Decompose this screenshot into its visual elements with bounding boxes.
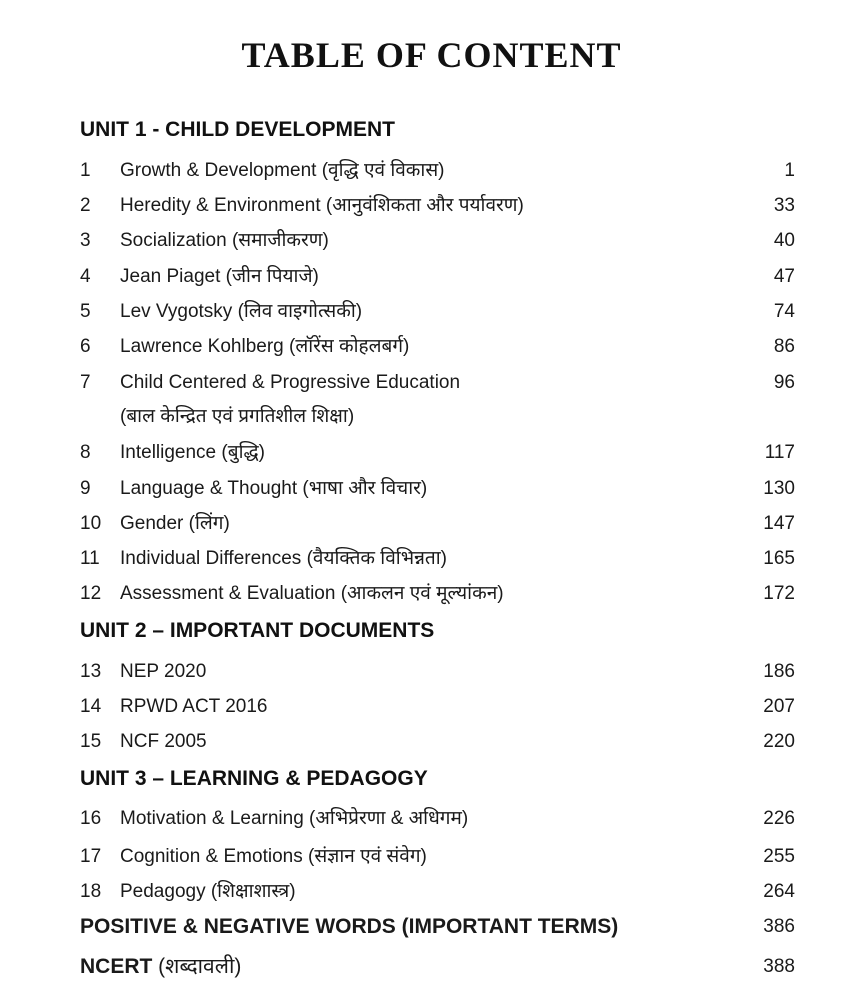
entry-number: 15 [80, 731, 102, 752]
entry-page: 147 [763, 513, 795, 534]
entry-title: Cognition & Emotions (संज्ञान एवं संवेग) [120, 846, 427, 867]
toc-entry [80, 370, 795, 396]
toc-entry [80, 334, 795, 360]
entry-title: RPWD ACT 2016 [120, 696, 268, 717]
entry-number: 1 [80, 160, 91, 181]
entry-number: 11 [80, 548, 100, 569]
toc-entry [80, 193, 795, 219]
entry-title: Pedagogy (शिक्षाशास्त्र) [120, 881, 296, 902]
entry-page: 165 [763, 548, 795, 569]
entry-page: 1 [784, 160, 795, 181]
entry-page: 130 [763, 478, 795, 499]
entry-number: 2 [80, 195, 91, 216]
entry-page: 33 [773, 195, 795, 216]
toc-entry [80, 299, 795, 325]
toc-entry [80, 659, 795, 685]
entry-title: Motivation & Learning (अभिप्रेरणा & अधिगम) [120, 808, 469, 829]
entry-number: 16 [80, 808, 102, 829]
entry-title: Intelligence (बुद्धि) [120, 442, 266, 463]
entry-title: NEP 2020 [120, 661, 207, 682]
entry-page: 117 [764, 442, 795, 463]
entry-title: Heredity & Environment (आनुवंशिकता और पर्यावरण) [120, 195, 524, 216]
entry-page: 47 [773, 266, 795, 287]
unit-3-heading: UNIT 3 – LEARNING & PEDAGOGY [80, 767, 428, 790]
toc-entry [80, 511, 795, 537]
toc-entry [80, 879, 795, 905]
entry-number: 9 [80, 478, 91, 499]
entry-title: NCF 2005 [120, 731, 207, 752]
toc-special-entry [80, 952, 795, 982]
entry-number: 8 [80, 442, 91, 463]
entry-page: 264 [763, 881, 795, 902]
entry-title: Growth & Development (वृद्धि एवं विकास) [120, 160, 445, 181]
entry-title: Gender (लिंग) [120, 513, 230, 534]
entry-number: 10 [80, 513, 102, 534]
toc-entry [80, 228, 795, 254]
entry-page: 86 [773, 336, 795, 357]
entry-page: 207 [763, 696, 795, 717]
entry-page: 40 [773, 230, 795, 251]
toc-entry [80, 264, 795, 290]
entry-page: 186 [763, 661, 795, 682]
entry-number: 13 [80, 661, 102, 682]
unit-2-heading: UNIT 2 – IMPORTANT DOCUMENTS [80, 619, 435, 642]
unit-1-heading: UNIT 1 - CHILD DEVELOPMENT [80, 118, 396, 141]
entry-page: 255 [763, 846, 795, 867]
entry-title: Language & Thought (भाषा और विचार) [120, 478, 428, 499]
entry-page: 226 [763, 808, 795, 829]
toc-entry [80, 158, 795, 184]
entry-number: 5 [80, 301, 91, 322]
entry-title: Socialization (समाजीकरण) [120, 230, 329, 251]
entry-title: Jean Piaget (जीन पियाजे) [120, 266, 319, 287]
toc-entry [80, 844, 795, 870]
entry-title: Lawrence Kohlberg (लॉरेंस कोहलबर्ग) [120, 336, 410, 357]
entry-page: 172 [763, 583, 795, 604]
special-entry-page: 388 [763, 956, 795, 977]
entry-page: 74 [773, 301, 795, 322]
entry-title: Lev Vygotsky (लिव वाइगोत्सकी) [120, 301, 363, 322]
entry-number: 14 [80, 696, 102, 717]
entry-number: 17 [80, 846, 102, 867]
special-entry-title: NCERT [80, 955, 153, 978]
entry-number: 12 [80, 583, 102, 604]
entry-number: 18 [80, 881, 102, 902]
toc-entry [80, 440, 795, 466]
entry-number: 4 [80, 266, 91, 287]
entry-page: 220 [763, 731, 795, 752]
toc-entry [80, 729, 795, 755]
entry-title: Assessment & Evaluation (आकलन एवं मूल्यांकन) [120, 583, 504, 604]
entry-number: 6 [80, 336, 91, 357]
entry-number: 3 [80, 230, 91, 251]
special-entry-title: POSITIVE & NEGATIVE WORDS (IMPORTANT TERMS) [80, 915, 619, 938]
toc-entry [80, 806, 795, 832]
entry-title: Child Centered & Progressive Education [120, 372, 461, 393]
toc-entry [80, 581, 795, 607]
entry-number: 7 [80, 372, 91, 393]
page-title: TABLE OF CONTENT [241, 35, 622, 75]
entry-title: Individual Differences (वैयक्तिक विभिन्नता) [120, 548, 447, 569]
toc-entry [80, 476, 795, 502]
entry-page: 96 [773, 372, 795, 393]
toc-entry [80, 546, 795, 572]
toc-special-entry [80, 912, 795, 942]
special-entry-subtitle: (शब्दावली) [152, 955, 242, 978]
entry-title-continuation: (बाल केन्द्रित एवं प्रगतिशील शिक्षा) [120, 406, 355, 427]
toc-entry [80, 694, 795, 720]
special-entry-page: 386 [763, 916, 795, 937]
